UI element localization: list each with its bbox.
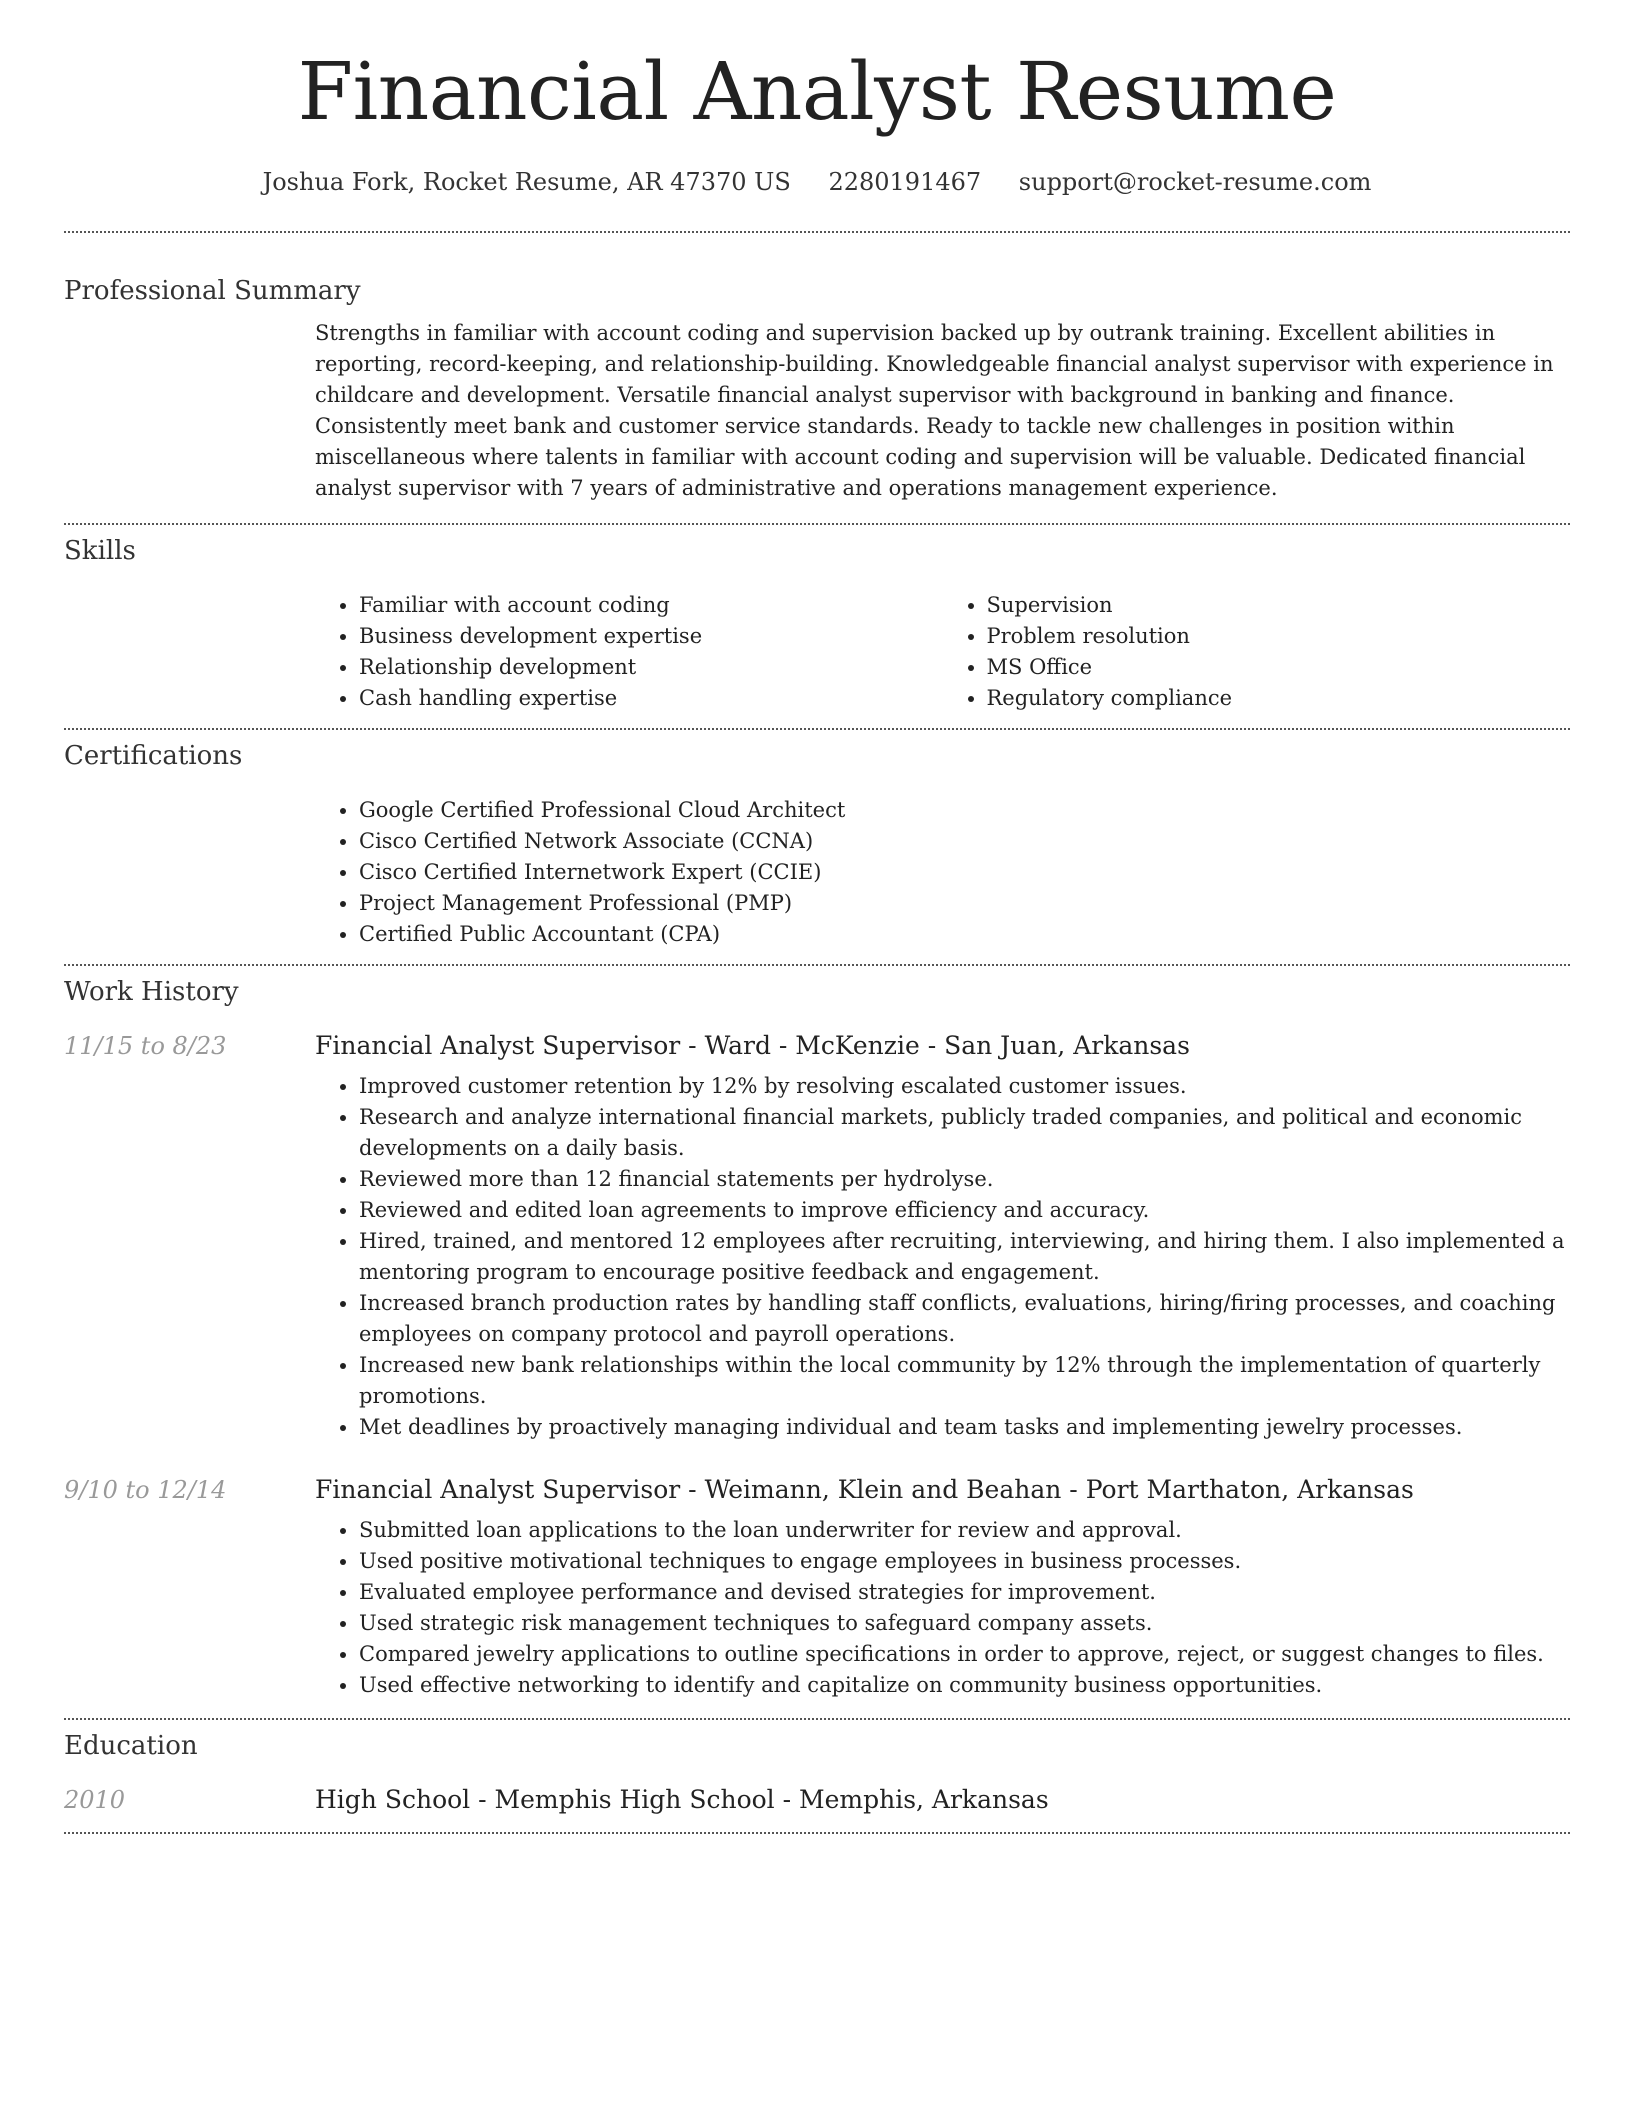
section-heading-skills: Skills xyxy=(64,536,136,566)
job-dates: 9/10 to 12/14 xyxy=(64,1476,227,1504)
list-item: • MS Office xyxy=(987,652,1571,683)
list-item: • Reviewed and edited loan agreements to improve efficiency and accuracy. xyxy=(359,1195,1570,1226)
job-entry xyxy=(64,1030,1570,1443)
contact-line xyxy=(64,166,1570,198)
skills-grid xyxy=(315,590,1570,714)
education-dates: 2010 xyxy=(64,1786,126,1814)
job-bullets xyxy=(315,1515,1570,1701)
list-item: • Problem resolution xyxy=(987,621,1571,652)
list-item: • Relationship development xyxy=(359,652,943,683)
list-item: • Cash handling expertise xyxy=(359,683,943,714)
list-item: • Project Management Professional (PMP) xyxy=(359,888,1570,919)
list-item: • Research and analyze international financial markets, publicly traded companies, and political and economic developments on a daily basis. xyxy=(359,1102,1570,1164)
section-divider xyxy=(64,964,1570,966)
list-item: • Hired, trained, and mentored 12 employees after recruiting, interviewing, and hiring them. I also implemented a mentoring program to encourage positive feedback and engagement. xyxy=(359,1226,1570,1288)
section-heading-work-history: Work History xyxy=(64,977,239,1007)
education-section xyxy=(64,1730,1570,1816)
section-divider xyxy=(64,1832,1570,1834)
summary-section xyxy=(64,275,1570,504)
list-item: • Familiar with account coding xyxy=(359,590,943,621)
contact-phone: 2280191467 xyxy=(828,168,982,196)
job-entry xyxy=(64,1474,1570,1701)
skills-section xyxy=(64,535,1570,714)
list-item: • Used positive motivational techniques to engage employees in business processes. xyxy=(359,1546,1570,1577)
work-history-section xyxy=(64,976,1570,1701)
skills-list-left xyxy=(315,590,943,714)
education-entry xyxy=(64,1784,1570,1816)
page-title: Financial Analyst Resume xyxy=(297,45,1337,138)
list-item: • Cisco Certified Internetwork Expert (CCIE) xyxy=(359,857,1570,888)
list-item: • Met deadlines by proactively managing individual and team tasks and implementing jewelry processes. xyxy=(359,1412,1570,1443)
section-divider xyxy=(64,231,1570,233)
section-heading-certifications: Certifications xyxy=(64,741,243,771)
summary-text: Strengths in familiar with account coding and supervision backed up by outrank training. Excellent abilities in reporting, record-keeping, and relationship-building. Knowledgeable financial analyst supervisor with experience in childcare and development. Versatile financial analyst supervisor with background in banking and finance. Consistently meet bank and customer service standards. Ready to tackle new challenges in position within miscellaneous where talents in familiar with account coding and supervision will be valuable. Dedicated financial analyst supervisor with 7 years of administrative and operations management experience. xyxy=(315,321,1554,500)
list-item: • Google Certified Professional Cloud Architect xyxy=(359,795,1570,826)
list-item: • Cisco Certified Network Associate (CCNA) xyxy=(359,826,1570,857)
list-item: • Regulatory compliance xyxy=(987,683,1571,714)
job-body xyxy=(315,1071,1570,1443)
education-title: High School - Memphis High School - Memphis, Arkansas xyxy=(315,1785,1049,1814)
list-item: • Improved customer retention by 12% by resolving escalated customer issues. xyxy=(359,1071,1570,1102)
list-item: • Used effective networking to identify and capitalize on community business opportunities. xyxy=(359,1670,1570,1701)
certifications-section xyxy=(64,740,1570,950)
job-header xyxy=(64,1474,1570,1506)
job-body xyxy=(315,1515,1570,1701)
section-divider xyxy=(64,1718,1570,1720)
section-divider xyxy=(64,728,1570,730)
list-item: • Increased branch production rates by handling staff conflicts, evaluations, hiring/firing processes, and coaching employees on company protocol and payroll operations. xyxy=(359,1288,1570,1350)
section-divider xyxy=(64,523,1570,525)
list-item: • Submitted loan applications to the loan underwriter for review and approval. xyxy=(359,1515,1570,1546)
job-title: Financial Analyst Supervisor - Ward - McKenzie - San Juan, Arkansas xyxy=(315,1031,1190,1060)
section-heading-summary: Professional Summary xyxy=(64,276,361,306)
certifications-list xyxy=(315,795,1570,950)
certifications-body xyxy=(315,795,1570,950)
section-heading-education: Education xyxy=(64,1731,198,1761)
summary-body xyxy=(315,318,1570,504)
job-header xyxy=(64,1030,1570,1062)
contact-address: Joshua Fork, Rocket Resume, AR 47370 US xyxy=(262,168,791,196)
list-item: • Business development expertise xyxy=(359,621,943,652)
list-item: • Increased new bank relationships within the local community by 12% through the implementation of quarterly promotions. xyxy=(359,1350,1570,1412)
job-bullets xyxy=(315,1071,1570,1443)
list-item: • Reviewed more than 12 financial statements per hydrolyse. xyxy=(359,1164,1570,1195)
list-item: • Evaluated employee performance and devised strategies for improvement. xyxy=(359,1577,1570,1608)
list-item: • Compared jewelry applications to outline specifications in order to approve, reject, or suggest changes to files. xyxy=(359,1639,1570,1670)
job-title: Financial Analyst Supervisor - Weimann, Klein and Beahan - Port Marthaton, Arkansas xyxy=(315,1475,1414,1504)
list-item: • Certified Public Accountant (CPA) xyxy=(359,919,1570,950)
list-item: • Supervision xyxy=(987,590,1571,621)
skills-list-right xyxy=(943,590,1571,714)
list-item: • Used strategic risk management techniques to safeguard company assets. xyxy=(359,1608,1570,1639)
contact-email: support@rocket-resume.com xyxy=(1018,168,1372,196)
job-dates: 11/15 to 8/23 xyxy=(64,1032,227,1060)
resume-page xyxy=(64,0,1570,1834)
